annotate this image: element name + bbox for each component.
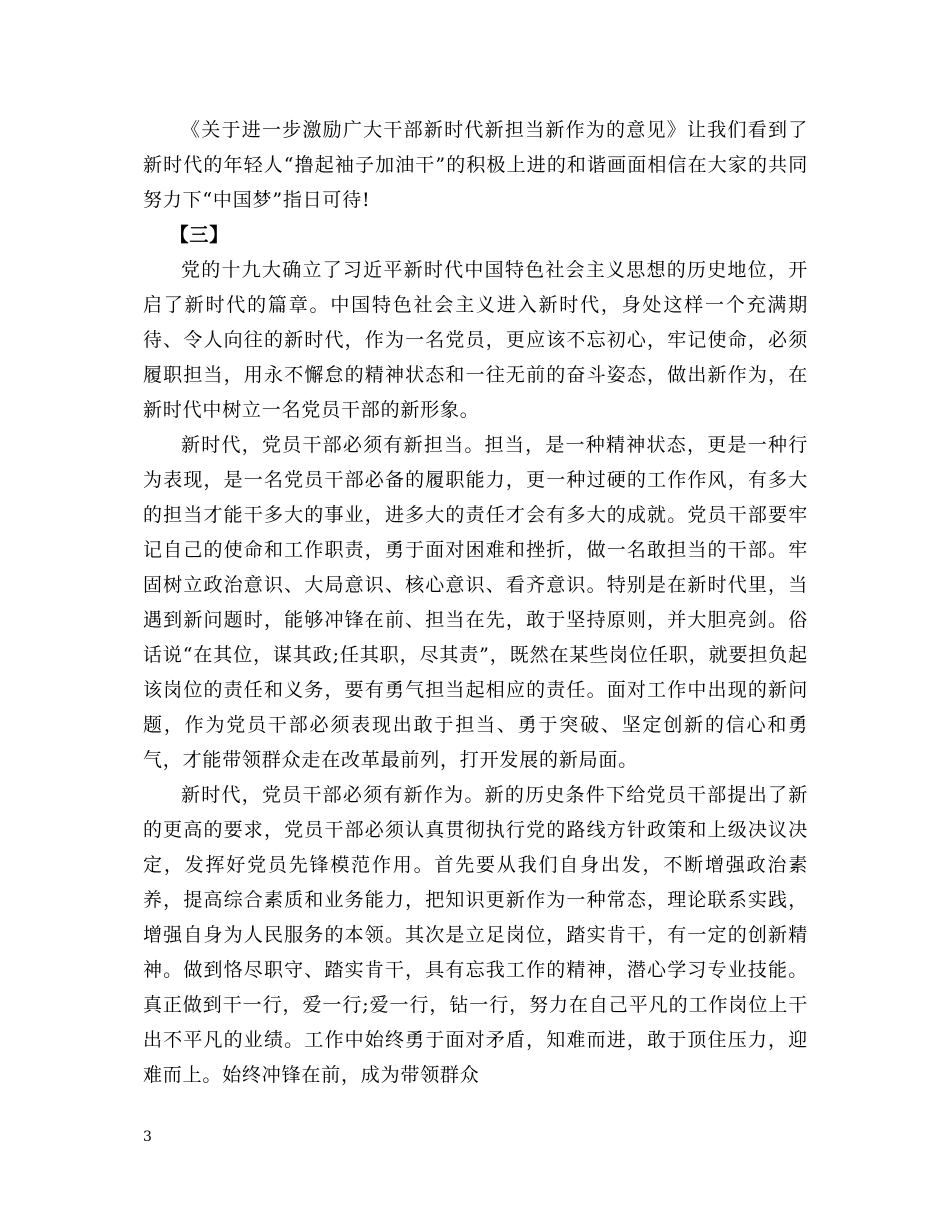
section-heading: 【三】 [169,224,229,246]
document-body [143,113,808,1093]
paragraph-new-responsibility: 新时代，党员干部必须有新担当。担当，是一种精神状态，更是一种行为表现，是一名党员干部必备的履职能力，更一种过硬的工作作风，有多大的担当才能干多大的事业，进多大的责任才会有多大的成就。党员干部要牢记自己的使命和工作职责，勇于面对困难和挫折，做一名敢担当的干部。牢固树立政治意识、大局意识、核心意识、看齐意识。特别是在新时代里，当遇到新问题时，能够冲锋在前、担当在先，敢于坚持原则，并大胆亮剑。俗话说“在其位，谋其政;任其职，尽其责”，既然在某些岗位任职，就要担负起该岗位的责任和义务，要有勇气担当起相应的责任。面对工作中出现的新问题，作为党员干部必须表现出敢于担当、勇于突破、坚定创新的信心和勇气，才能带领群众走在改革最前列，打开发展的新局面。 [143,434,808,771]
paragraph-intro: 党的十九大确立了习近平新时代中国特色社会主义思想的历史地位，开启了新时代的篇章。中国特色社会主义进入新时代，身处这样一个充满期待、令人向往的新时代，作为一名党员，更应该不忘初心，牢记使命，必须履职担当，用永不懈怠的精神状态和一往无前的奋斗姿态，做出新作为，在新时代中树立一名党员干部的新形象。 [143,259,808,421]
paragraph-new-action: 新时代，党员干部必须有新作为。新的历史条件下给党员干部提出了新的更高的要求，党员干部必须认真贯彻执行党的路线方针政策和上级决议决定，发挥好党员先锋模范作用。首先要从我们自身出发，不断增强政治素养，提高综合素质和业务能力，把知识更新作为一种常态，理论联系实践，增强自身为人民服务的本领。其次是立足岗位，踏实肯干，有一定的创新精神。做到恪尽职守、踏实肯干，具有忘我工作的精神，潜心学习专业技能。真正做到干一行，爱一行;爱一行，钻一行，努力在自己平凡的工作岗位上干出不平凡的业绩。工作中始终勇于面对矛盾，知难而进，敢于顶住压力，迎难而上。始终冲锋在前，成为带领群众 [143,784,808,1086]
paragraph-closing: 《关于进一步激励广大干部新时代新担当新作为的意见》让我们看到了新时代的年轻人“撸起袖子加油干”的积极上进的和谐画面相信在大家的共同努力下“中国梦”指日可待! [143,119,808,211]
page-number: 3 [143,1129,152,1145]
